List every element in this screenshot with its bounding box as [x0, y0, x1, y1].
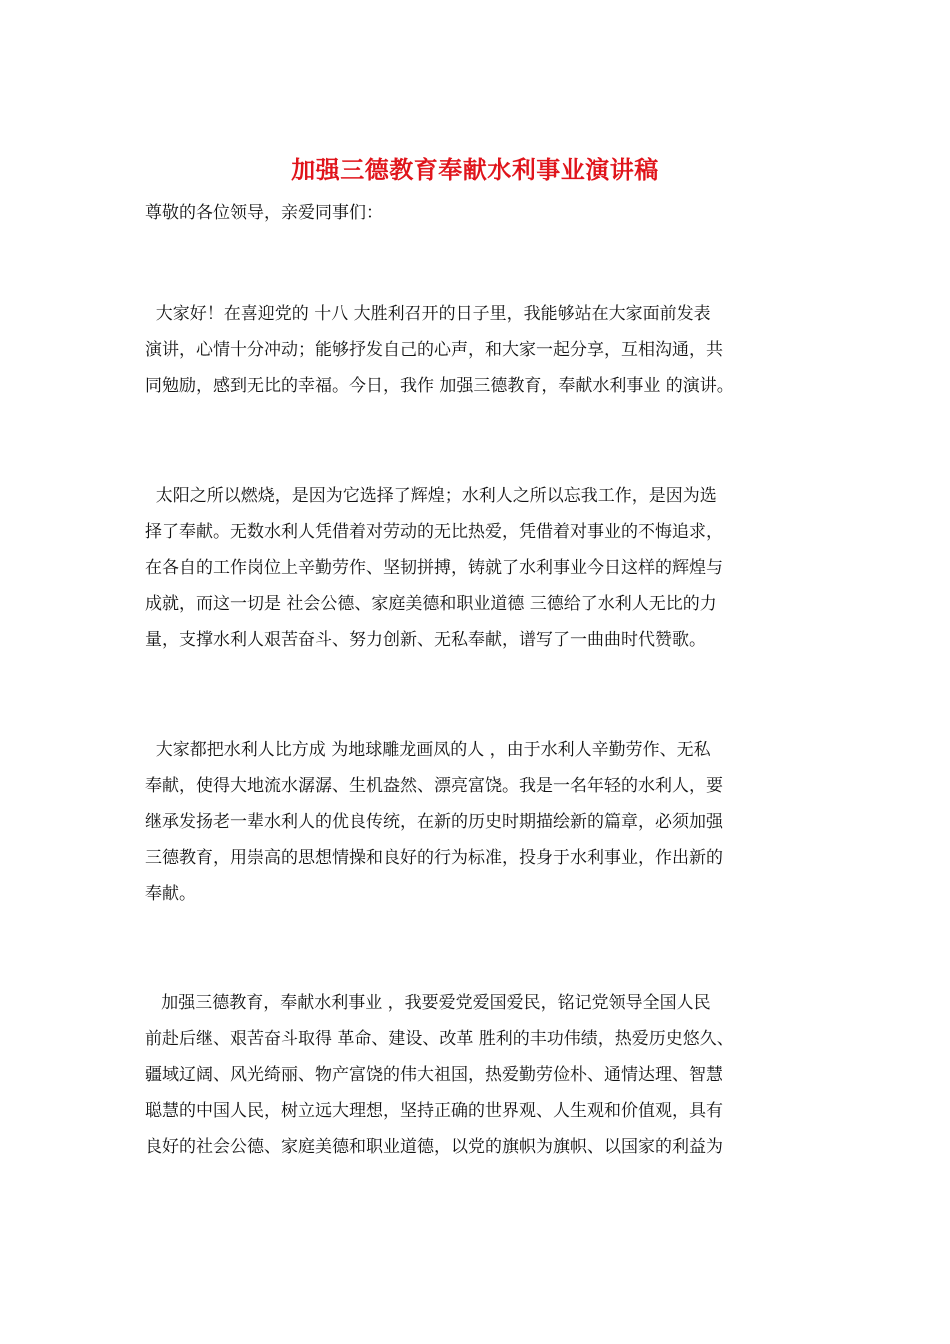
paragraph-line: 同勉励，感到无比的幸福。今日，我作 加强三德教育，奉献水利事业 的演讲。	[145, 376, 734, 396]
paragraph-line: 奉献。	[145, 884, 196, 904]
paragraph-1	[145, 296, 810, 404]
paragraph-line: 太阳之所以燃烧，是因为它选择了辉煌；水利人之所以忘我工作，是因为选	[145, 486, 717, 506]
paragraph-line: 前赴后继、艰苦奋斗取得 革命、建设、改革 胜利的丰功伟绩，热爱历史悠久、	[145, 1029, 734, 1049]
paragraph-line: 大家都把水利人比方成 为地球雕龙画凤的人 ，由于水利人辛勤劳作、无私	[145, 740, 711, 760]
paragraph-line: 奉献，使得大地流水潺潺、生机盎然、漂亮富饶。我是一名年轻的水利人，要	[145, 776, 723, 796]
paragraph-line: 在各自的工作岗位上辛勤劳作、坚韧拼搏，铸就了水利事业今日这样的辉煌与	[145, 558, 723, 578]
salutation: 尊敬的各位领导，亲爱同事们：	[145, 203, 383, 223]
paragraph-4	[145, 985, 810, 1165]
paragraph-line: 加强三德教育，奉献水利事业 ，我要爱党爱国爱民，铭记党领导全国人民	[145, 993, 711, 1013]
paragraph-line: 良好的社会公德、家庭美德和职业道德，以党的旗帜为旗帜、以国家的利益为	[145, 1137, 723, 1157]
paragraph-line: 量，支撑水利人艰苦奋斗、努力创新、无私奉献，谱写了一曲曲时代赞歌。	[145, 630, 706, 650]
paragraph-line: 大家好！在喜迎党的 十八 大胜利召开的日子里，我能够站在大家面前发表	[145, 304, 711, 324]
paragraph-line: 继承发扬老一辈水利人的优良传统，在新的历史时期描绘新的篇章，必须加强	[145, 812, 723, 832]
paragraph-line: 成就，而这一切是 社会公德、家庭美德和职业道德 三德给了水利人无比的力	[145, 594, 717, 614]
paragraph-line: 择了奉献。无数水利人凭借着对劳动的无比热爱，凭借着对事业的不悔追求，	[145, 522, 723, 542]
document-title: 加强三德教育奉献水利事业演讲稿	[291, 155, 659, 184]
paragraph-line: 聪慧的中国人民，树立远大理想，坚持正确的世界观、人生观和价值观，具有	[145, 1101, 723, 1121]
paragraph-2	[145, 478, 810, 658]
paragraph-3	[145, 732, 810, 912]
paragraph-line: 演讲，心情十分冲动；能够抒发自己的心声，和大家一起分享，互相沟通，共	[145, 340, 723, 360]
paragraph-line: 疆域辽阔、风光绮丽、物产富饶的伟大祖国，热爱勤劳俭朴、通情达理、智慧	[145, 1065, 723, 1085]
paragraph-line: 三德教育，用崇高的思想情操和良好的行为标准，投身于水利事业，作出新的	[145, 848, 723, 868]
